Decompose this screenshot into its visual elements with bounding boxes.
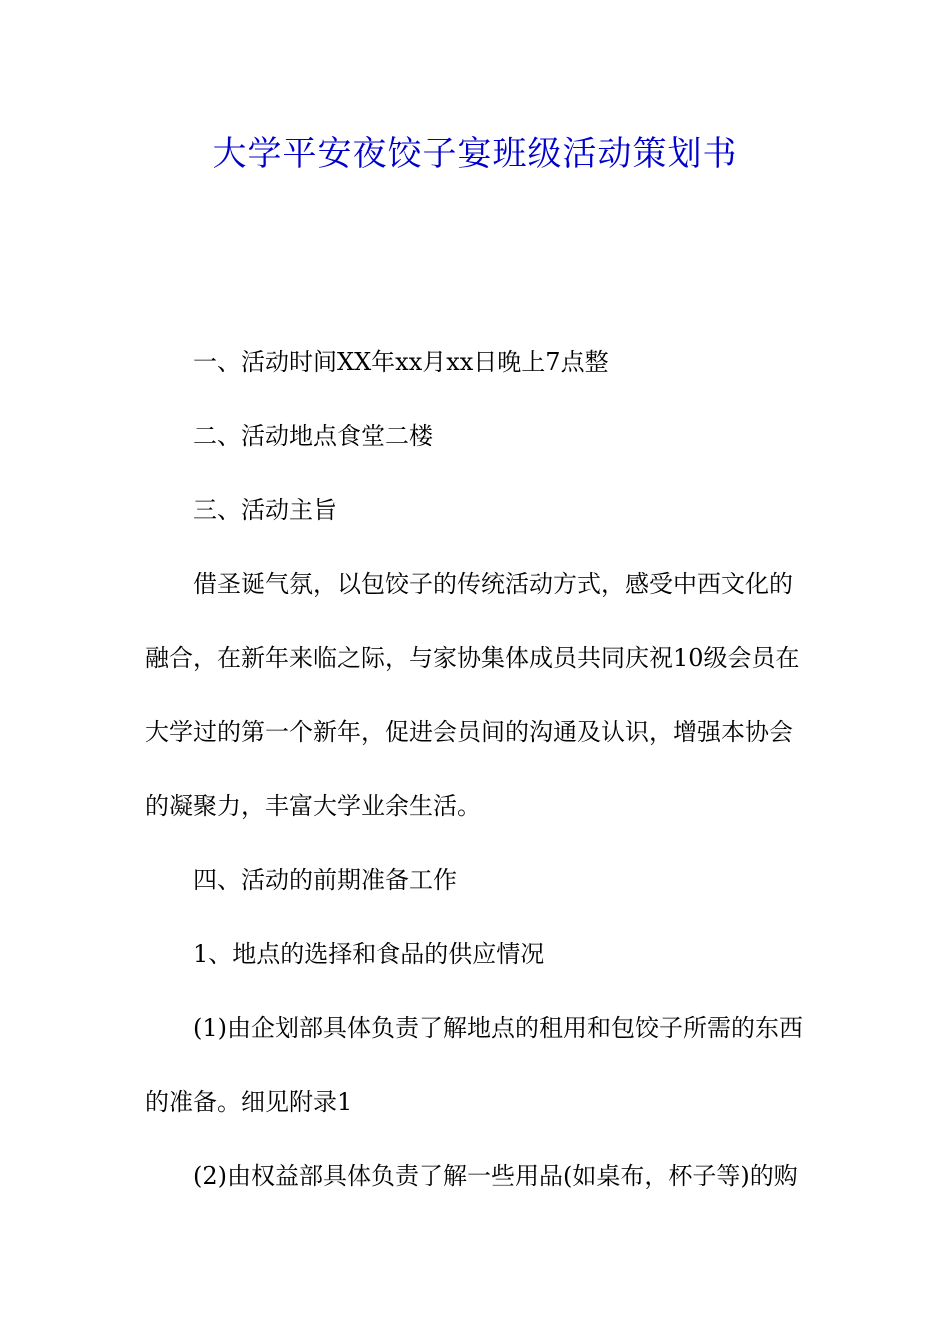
paragraph-activity-time: 一、活动时间XX年xx月xx日晚上7点整 (193, 348, 609, 376)
paragraph-activity-location: 二、活动地点食堂二楼 (193, 422, 433, 450)
paragraph-planning-department: (1)由企划部具体负责了解地点的租用和包饺子所需的东西的准备。细见附录1 (145, 1014, 803, 1116)
paragraph-activity-purpose-heading: 三、活动主旨 (193, 496, 337, 524)
document-title: 大学平安夜饺子宴班级活动策划书 (212, 134, 738, 174)
paragraph-location-food-supply: 1、地点的选择和食品的供应情况 (193, 940, 545, 968)
document-body (145, 338, 807, 1226)
paragraph-preparation-heading: 四、活动的前期准备工作 (193, 866, 457, 894)
paragraph-activity-purpose: 借圣诞气氛，以包饺子的传统活动方式，感受中西文化的融合，在新年来临之际，与家协集体成员共同庆祝10级会员在大学过的第一个新年，促进会员间的沟通及认识，增强本协会的凝聚力，丰富大学业余生活。 (145, 570, 800, 820)
paragraph-rights-department: (2)由权益部具体负责了解一些用品(如桌布，杯子等)的购 (193, 1162, 798, 1190)
